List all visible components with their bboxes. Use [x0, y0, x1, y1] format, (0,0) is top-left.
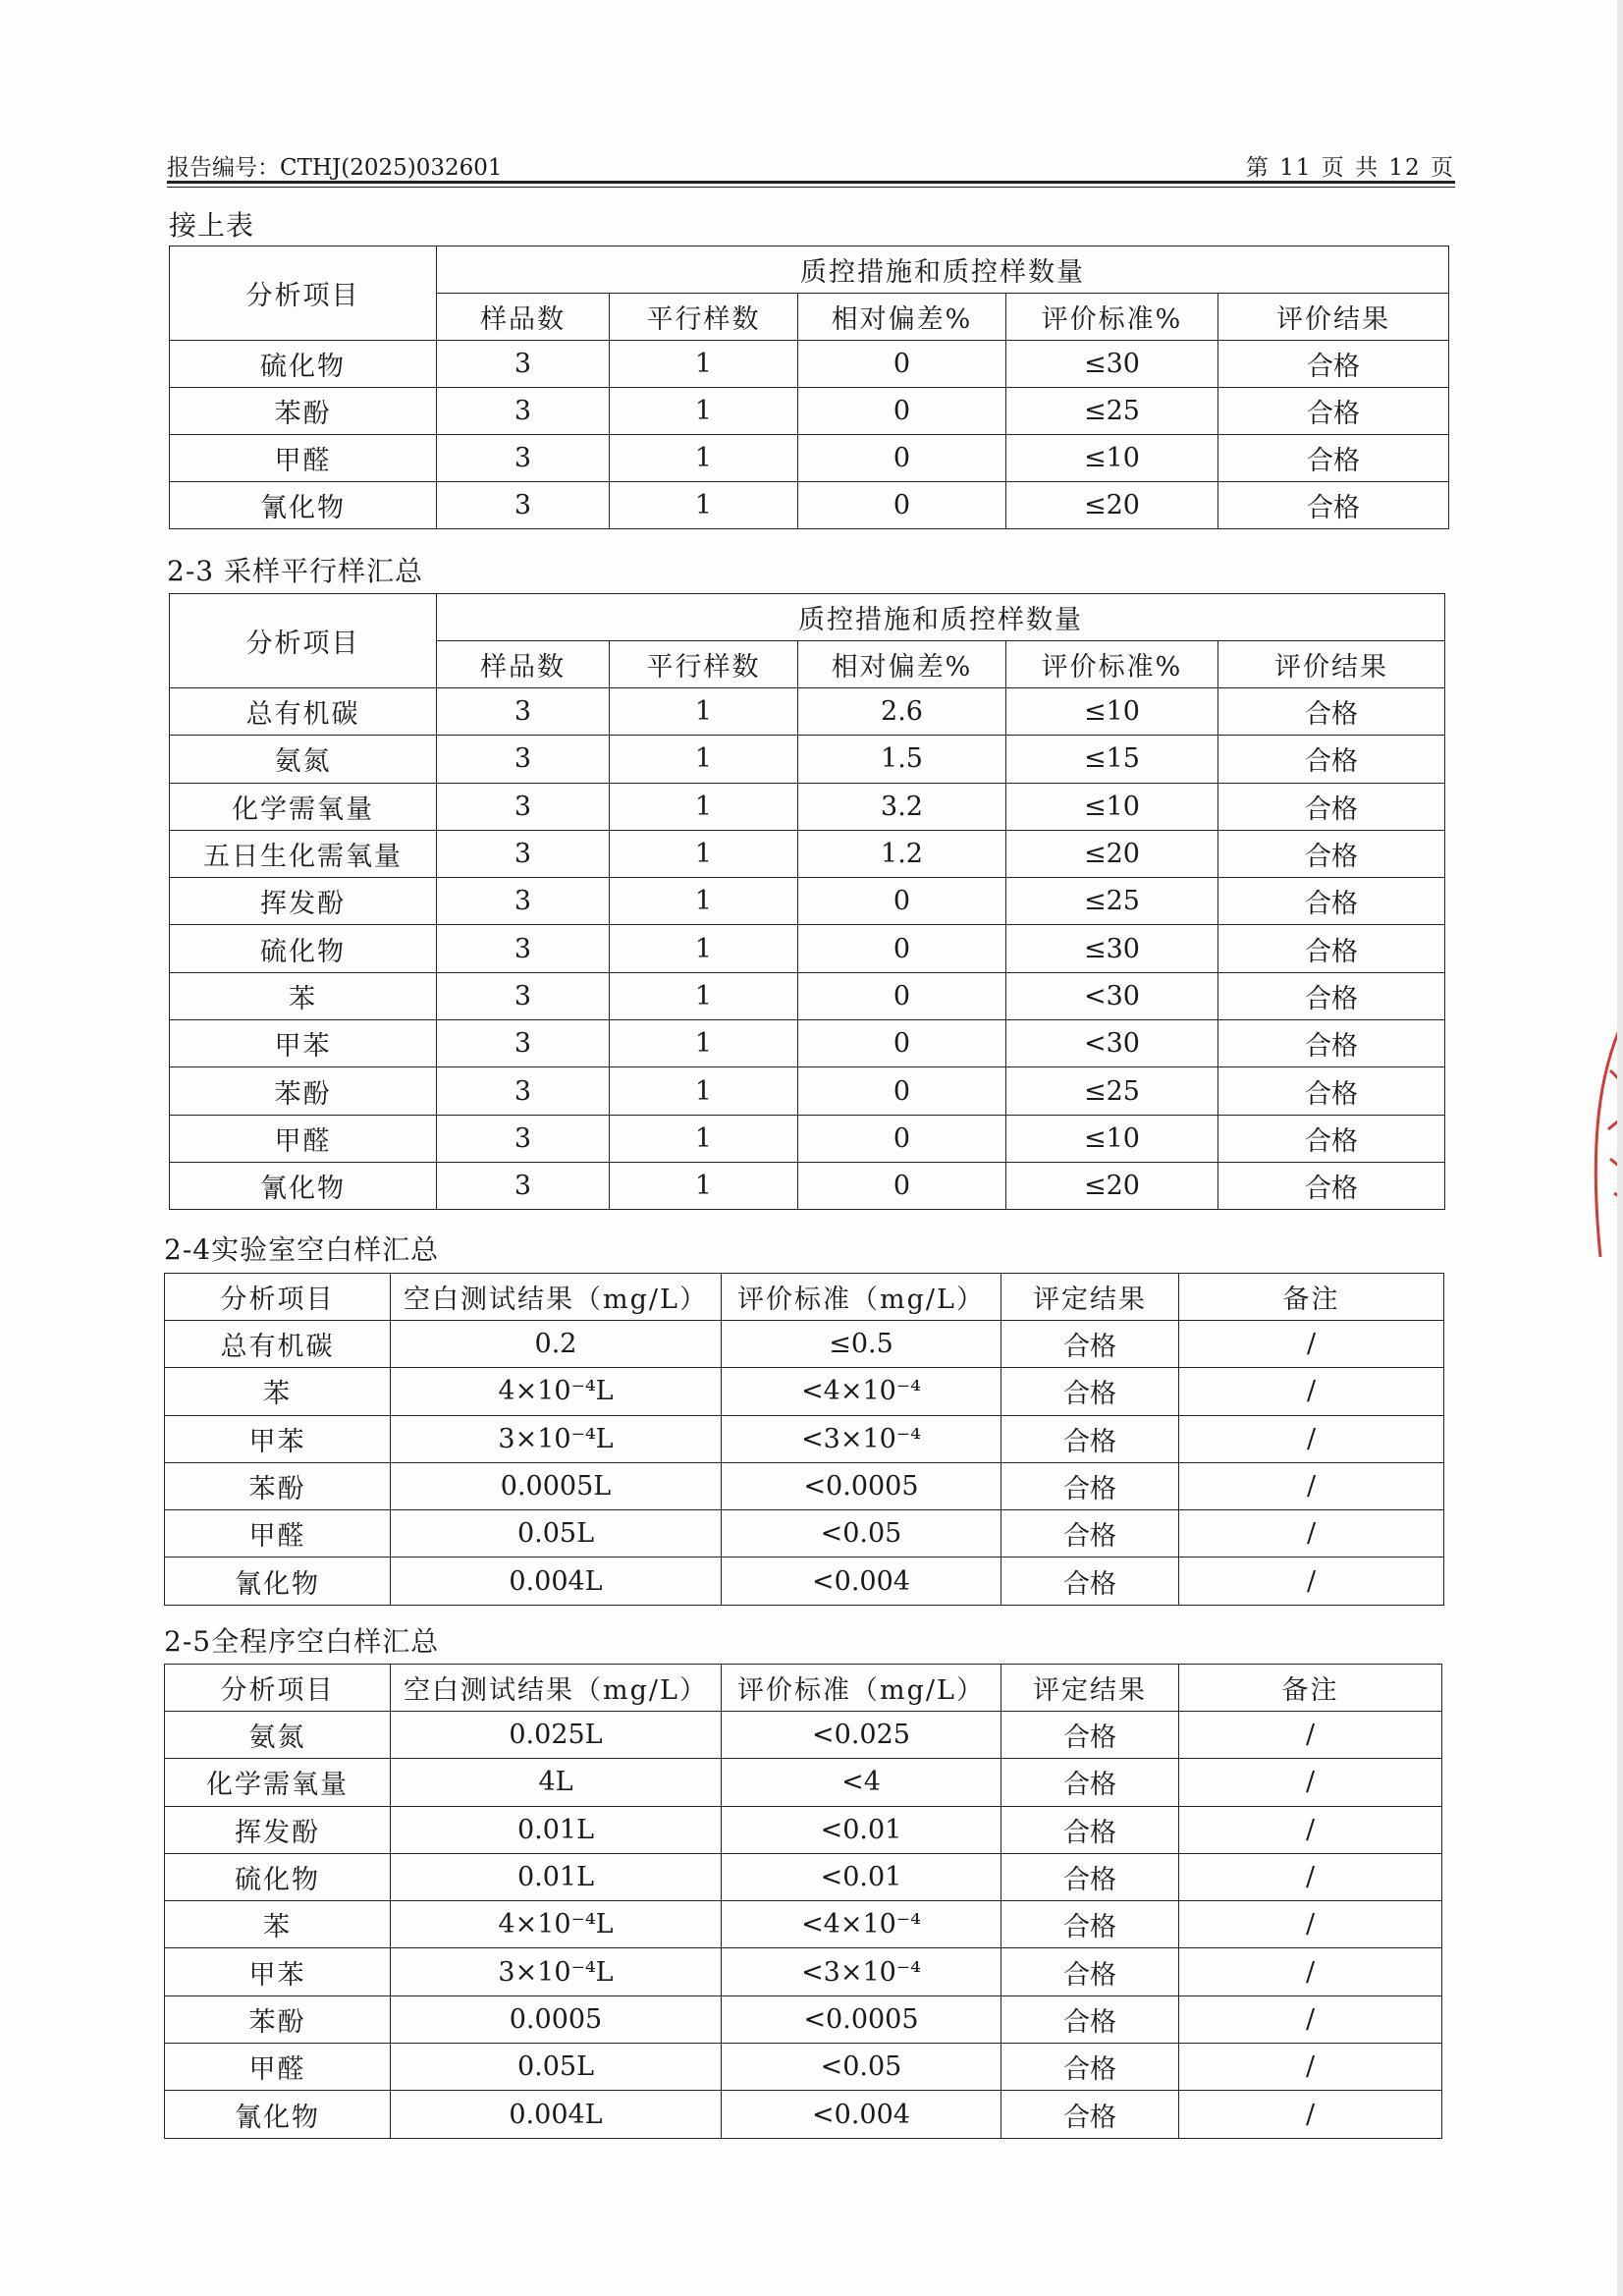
- section-caption-2-4: 2-4实验室空白样汇总: [164, 1233, 440, 1266]
- page-indicator: 第 11 页 共 12 页: [1245, 155, 1455, 181]
- cell: 0: [798, 435, 1006, 482]
- cell: 合格: [1218, 1020, 1445, 1067]
- cell: 0.01L: [391, 1806, 722, 1853]
- cell: <4×10⁻⁴: [722, 1901, 1001, 1948]
- cell: 3: [437, 1162, 610, 1209]
- column-header: 备注: [1179, 1274, 1444, 1321]
- cell: ≤10: [1006, 1115, 1218, 1162]
- table-row: [165, 1712, 1442, 1759]
- cell-item: 氰化物: [170, 1162, 437, 1209]
- cell: <0.004: [722, 1558, 1001, 1605]
- scan-edge: [1617, 0, 1623, 2296]
- table-row: [170, 341, 1449, 388]
- cell: 3×10⁻⁴L: [391, 1948, 722, 1995]
- cell: 合格: [1218, 1162, 1445, 1209]
- cell: 0: [798, 388, 1006, 435]
- cell: 1: [610, 688, 798, 736]
- cell-item: 苯: [165, 1368, 391, 1415]
- cell: /: [1179, 1901, 1442, 1948]
- cell: 合格: [1218, 925, 1445, 972]
- cell-item: 化学需氧量: [165, 1759, 391, 1806]
- table-row: [165, 2044, 1442, 2091]
- header-rule-thin: [167, 187, 1455, 188]
- cell: 3×10⁻⁴L: [391, 1415, 722, 1462]
- table-row: [165, 1558, 1444, 1605]
- cell: 3: [437, 1067, 610, 1115]
- cell: 3: [437, 435, 610, 482]
- cell: 3: [437, 736, 610, 783]
- cell: 合格: [1001, 2044, 1179, 2091]
- cell: <3×10⁻⁴: [722, 1415, 1001, 1462]
- cell: 合格: [1218, 435, 1449, 482]
- table-row: [170, 388, 1449, 435]
- cell: 0: [798, 878, 1006, 925]
- table-row: [170, 736, 1445, 783]
- cell-item: 化学需氧量: [170, 783, 437, 830]
- column-header: 评价结果: [1218, 294, 1449, 341]
- cell: 0.025L: [391, 1712, 722, 1759]
- item-header: 分析项目: [170, 246, 437, 341]
- cell: <4: [722, 1759, 1001, 1806]
- table-header-row: [165, 1274, 1444, 1321]
- cell: 3: [437, 878, 610, 925]
- cell: 2.6: [798, 688, 1006, 736]
- cell: ≤20: [1006, 830, 1218, 877]
- cell: 1: [610, 435, 798, 482]
- cell-item: 总有机碳: [165, 1321, 391, 1368]
- cell: ≤0.5: [722, 1321, 1001, 1368]
- cell: 3: [437, 830, 610, 877]
- cell: 合格: [1001, 2091, 1179, 2138]
- cell: 合格: [1218, 388, 1449, 435]
- table-row: [165, 1853, 1442, 1900]
- qc-table-sampling-parallel: [169, 593, 1445, 1210]
- table-row: [170, 482, 1449, 529]
- cell: 4×10⁻⁴L: [391, 1368, 722, 1415]
- cell: 1: [610, 482, 798, 529]
- cell: ≤25: [1006, 388, 1218, 435]
- cell: 合格: [1001, 1995, 1179, 2043]
- cell: /: [1179, 1510, 1444, 1558]
- cell: 合格: [1218, 736, 1445, 783]
- cell-item: 甲醛: [170, 1115, 437, 1162]
- cell: 0: [798, 925, 1006, 972]
- cell: 合格: [1001, 1806, 1179, 1853]
- cell: 0: [798, 1067, 1006, 1115]
- cell-item: 挥发酚: [165, 1806, 391, 1853]
- cell-item: 总有机碳: [170, 688, 437, 736]
- cell-item: 苯酚: [165, 1462, 391, 1509]
- cell: 4×10⁻⁴L: [391, 1901, 722, 1948]
- column-header: 评定结果: [1001, 1274, 1179, 1321]
- table-row: [165, 1948, 1442, 1995]
- cell: 合格: [1001, 1321, 1179, 1368]
- cell-item: 甲苯: [165, 1948, 391, 1995]
- table-header-row: [170, 246, 1449, 294]
- cell: 合格: [1001, 1510, 1179, 1558]
- cell: <0.01: [722, 1853, 1001, 1900]
- cell: 1.2: [798, 830, 1006, 877]
- cell: ≤15: [1006, 736, 1218, 783]
- cell: /: [1179, 1759, 1442, 1806]
- continued-caption: 接上表: [169, 209, 255, 242]
- cell: <30: [1006, 1020, 1218, 1067]
- cell: 0.0005: [391, 1995, 722, 2043]
- cell: 合格: [1001, 1853, 1179, 1900]
- table-row: [165, 1510, 1444, 1558]
- cell: 3.2: [798, 783, 1006, 830]
- cell: 1: [610, 972, 798, 1019]
- column-header: 相对偏差%: [798, 641, 1006, 688]
- cell-item: 氨氮: [170, 736, 437, 783]
- cell: /: [1179, 1462, 1444, 1509]
- cell: 合格: [1218, 1115, 1445, 1162]
- column-header: 平行样数: [610, 641, 798, 688]
- cell: 1: [610, 830, 798, 877]
- cell: 0.05L: [391, 2044, 722, 2091]
- cell: 合格: [1218, 341, 1449, 388]
- cell-item: 氰化物: [170, 482, 437, 529]
- item-header: 分析项目: [170, 594, 437, 688]
- cell: 合格: [1001, 1901, 1179, 1948]
- cell: 1: [610, 1162, 798, 1209]
- cell: /: [1179, 1415, 1444, 1462]
- column-header: 评价标准%: [1006, 294, 1218, 341]
- cell-item: 挥发酚: [170, 878, 437, 925]
- table-row: [165, 1995, 1442, 2043]
- cell: 1: [610, 1067, 798, 1115]
- cell: /: [1179, 2091, 1442, 2138]
- cell: 0: [798, 1162, 1006, 1209]
- cell-item: 甲醛: [170, 435, 437, 482]
- cell: 3: [437, 783, 610, 830]
- cell: 合格: [1218, 878, 1445, 925]
- cell-item: 硫化物: [170, 341, 437, 388]
- cell: /: [1179, 1948, 1442, 1995]
- table-row: [165, 1321, 1444, 1368]
- table-row: [170, 830, 1445, 877]
- column-header: 评价标准（mg/L）: [722, 1274, 1001, 1321]
- cell-item: 苯酚: [170, 388, 437, 435]
- qc-table-continued: [169, 246, 1449, 529]
- cell-item: 氰化物: [165, 2091, 391, 2138]
- cell: 1: [610, 783, 798, 830]
- cell: ≤25: [1006, 878, 1218, 925]
- cell: ≤20: [1006, 1162, 1218, 1209]
- column-header: 备注: [1179, 1665, 1442, 1712]
- table-row: [170, 435, 1449, 482]
- cell: 合格: [1001, 1712, 1179, 1759]
- column-header: 分析项目: [165, 1274, 391, 1321]
- cell: <0.05: [722, 1510, 1001, 1558]
- cell: 4L: [391, 1759, 722, 1806]
- group-header: 质控措施和质控样数量: [437, 246, 1449, 294]
- cell-item: 甲醛: [165, 2044, 391, 2091]
- table-row: [170, 878, 1445, 925]
- cell: ≤10: [1006, 688, 1218, 736]
- cell: /: [1179, 1995, 1442, 2043]
- column-header: 样品数: [437, 641, 610, 688]
- cell: 1: [610, 1020, 798, 1067]
- cell: ≤10: [1006, 783, 1218, 830]
- cell: /: [1179, 1853, 1442, 1900]
- column-header: 样品数: [437, 294, 610, 341]
- cell: <4×10⁻⁴: [722, 1368, 1001, 1415]
- cell-item: 甲苯: [165, 1415, 391, 1462]
- table-row: [170, 783, 1445, 830]
- table-row: [170, 1162, 1445, 1209]
- cell: /: [1179, 1712, 1442, 1759]
- cell: /: [1179, 1321, 1444, 1368]
- cell: /: [1179, 1806, 1442, 1853]
- table-row: [165, 1368, 1444, 1415]
- cell: 0.0005L: [391, 1462, 722, 1509]
- table-row: [165, 1415, 1444, 1462]
- cell: 1: [610, 388, 798, 435]
- cell: 3: [437, 972, 610, 1019]
- cell: <0.025: [722, 1712, 1001, 1759]
- cell: 合格: [1218, 1067, 1445, 1115]
- cell: 合格: [1218, 482, 1449, 529]
- table-row: [170, 1115, 1445, 1162]
- cell: ≤30: [1006, 341, 1218, 388]
- column-header: 分析项目: [165, 1665, 391, 1712]
- table-row: [165, 2091, 1442, 2138]
- cell: 3: [437, 1115, 610, 1162]
- table-header-row: [170, 594, 1445, 641]
- table-header-row: [165, 1665, 1442, 1712]
- cell-item: 硫化物: [170, 925, 437, 972]
- column-header: 评定结果: [1001, 1665, 1179, 1712]
- column-header: 评价标准（mg/L）: [722, 1665, 1001, 1712]
- cell: <0.0005: [722, 1462, 1001, 1509]
- cell: 合格: [1001, 1948, 1179, 1995]
- cell: 0.004L: [391, 2091, 722, 2138]
- page-header: [167, 149, 1455, 183]
- cell: ≤25: [1006, 1067, 1218, 1115]
- column-header: 空白测试结果（mg/L）: [391, 1274, 722, 1321]
- cell: 0.05L: [391, 1510, 722, 1558]
- cell: 合格: [1218, 783, 1445, 830]
- cell: 合格: [1218, 830, 1445, 877]
- column-header: 空白测试结果（mg/L）: [391, 1665, 722, 1712]
- table-row: [165, 1462, 1444, 1509]
- cell: 0: [798, 972, 1006, 1019]
- cell: ≤10: [1006, 435, 1218, 482]
- cell: 0.01L: [391, 1853, 722, 1900]
- cell: 0.004L: [391, 1558, 722, 1605]
- table-row: [170, 1020, 1445, 1067]
- cell: 合格: [1001, 1415, 1179, 1462]
- column-header: 相对偏差%: [798, 294, 1006, 341]
- cell: 3: [437, 341, 610, 388]
- qc-table-lab-blank: [164, 1273, 1444, 1606]
- cell: 0: [798, 482, 1006, 529]
- cell-item: 甲苯: [170, 1020, 437, 1067]
- cell: 0: [798, 341, 1006, 388]
- cell: <3×10⁻⁴: [722, 1948, 1001, 1995]
- cell-item: 苯酚: [170, 1067, 437, 1115]
- cell: 0: [798, 1115, 1006, 1162]
- cell: /: [1179, 1558, 1444, 1605]
- cell: 合格: [1218, 972, 1445, 1019]
- cell: 0.2: [391, 1321, 722, 1368]
- cell: ≤30: [1006, 925, 1218, 972]
- cell: 合格: [1218, 688, 1445, 736]
- column-header: 平行样数: [610, 294, 798, 341]
- cell: <0.004: [722, 2091, 1001, 2138]
- section-caption-2-5: 2-5全程序空白样汇总: [164, 1625, 440, 1658]
- cell: 1: [610, 736, 798, 783]
- cell-item: 氰化物: [165, 1558, 391, 1605]
- cell: <0.01: [722, 1806, 1001, 1853]
- header-rule-thick: [167, 181, 1455, 184]
- cell: 合格: [1001, 1462, 1179, 1509]
- cell-item: 甲醛: [165, 1510, 391, 1558]
- table-row: [170, 972, 1445, 1019]
- cell: 1: [610, 1115, 798, 1162]
- column-header: 评价标准%: [1006, 641, 1218, 688]
- cell: 1: [610, 341, 798, 388]
- cell: 3: [437, 388, 610, 435]
- cell: 1: [610, 878, 798, 925]
- table-row: [170, 925, 1445, 972]
- column-header: 评价结果: [1218, 641, 1445, 688]
- cell-item: 氨氮: [165, 1712, 391, 1759]
- qc-table-procedure-blank: [164, 1664, 1442, 2139]
- cell-item: 苯: [170, 972, 437, 1019]
- cell: 合格: [1001, 1759, 1179, 1806]
- table-row: [170, 1067, 1445, 1115]
- cell: 合格: [1001, 1558, 1179, 1605]
- cell: 1.5: [798, 736, 1006, 783]
- cell-item: 硫化物: [165, 1853, 391, 1900]
- cell: 3: [437, 482, 610, 529]
- cell: 3: [437, 688, 610, 736]
- cell: 3: [437, 1020, 610, 1067]
- cell: 合格: [1001, 1368, 1179, 1415]
- cell-item: 五日生化需氧量: [170, 830, 437, 877]
- cell: /: [1179, 2044, 1442, 2091]
- table-row: [165, 1759, 1442, 1806]
- table-row: [170, 688, 1445, 736]
- cell-item: 苯: [165, 1901, 391, 1948]
- cell: /: [1179, 1368, 1444, 1415]
- cell: <0.05: [722, 2044, 1001, 2091]
- group-header: 质控措施和质控样数量: [437, 594, 1445, 641]
- report-number: 报告编号：CTHJ(2025)032601: [167, 155, 503, 181]
- cell: ≤20: [1006, 482, 1218, 529]
- section-caption-2-3: 2-3 采样平行样汇总: [167, 555, 423, 587]
- cell: 1: [610, 925, 798, 972]
- cell: <30: [1006, 972, 1218, 1019]
- cell: 3: [437, 925, 610, 972]
- table-row: [165, 1901, 1442, 1948]
- cell: <0.0005: [722, 1995, 1001, 2043]
- cell-item: 苯酚: [165, 1995, 391, 2043]
- table-row: [165, 1806, 1442, 1853]
- cell: 0: [798, 1020, 1006, 1067]
